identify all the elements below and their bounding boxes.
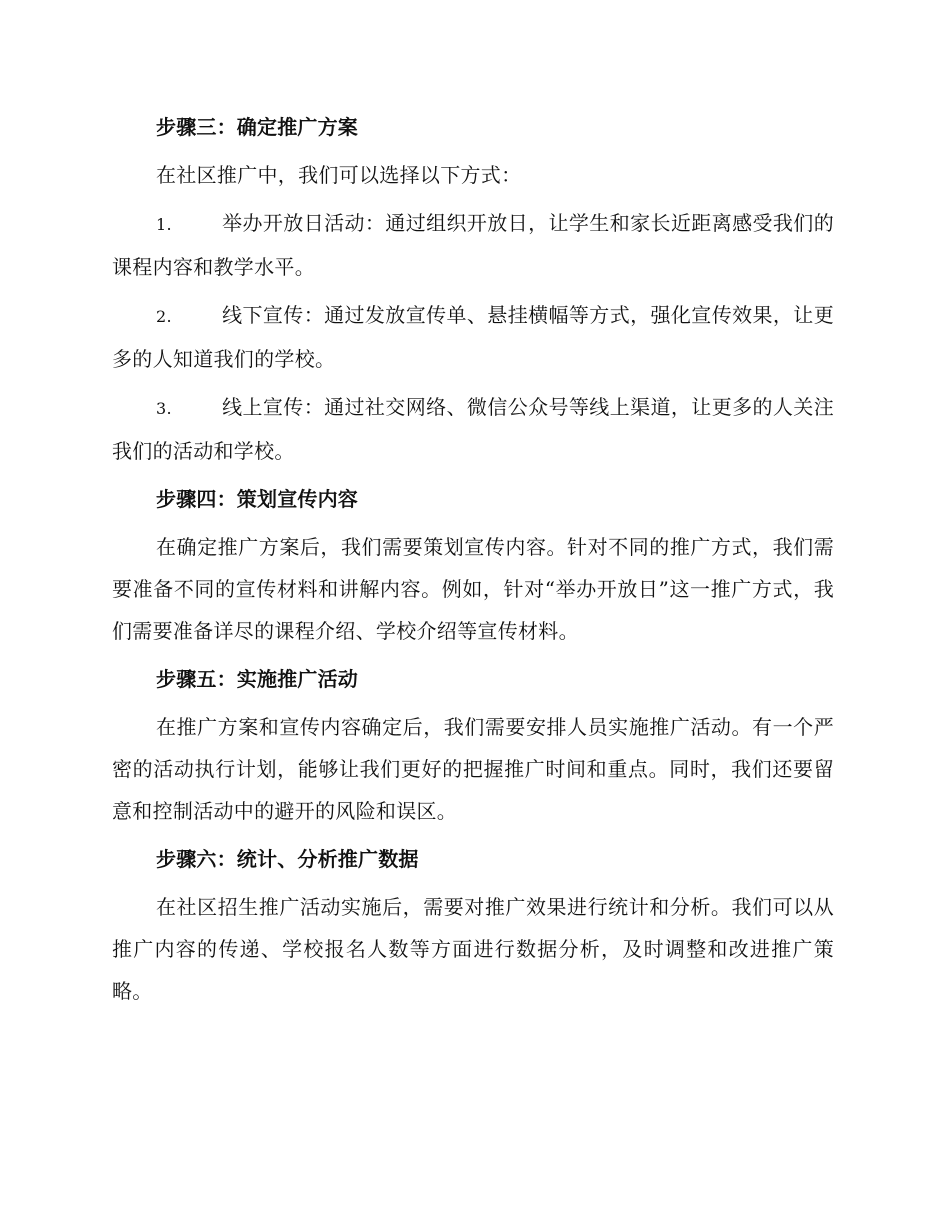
list-item-text: 举办开放日活动：通过组织开放日，让学生和家长近距离感受我们的课程内容和教学水平。: [112, 211, 834, 279]
list-item-number: 3.: [156, 399, 172, 418]
section-body-step4: 在确定推广方案后，我们需要策划宣传内容。针对不同的推广方式，我们需要准备不同的宣传材料和讲解内容。例如，针对“举办开放日”这一推广方式，我们需要准备详尽的课程介绍、学校介绍等宣传材料。: [112, 535, 834, 643]
list-item-3: [112, 386, 834, 472]
document-body: [112, 106, 834, 1018]
list-item-1: [112, 202, 834, 288]
section-body-step5: 在推广方案和宣传内容确定后，我们需要安排人员实施推广活动。有一个严密的活动执行计划，能够让我们更好的把握推广时间和重点。同时，我们还要留意和控制活动中的避开的风险和误区。: [112, 715, 834, 823]
section-intro-step3: 在社区推广中，我们可以选择以下方式：: [156, 163, 522, 187]
section-heading-step5: 步骤五：实施推广活动: [156, 667, 358, 691]
section-body-step6: 在社区招生推广活动实施后，需要对推广效果进行统计和分析。我们可以从推广内容的传递、学校报名人数等方面进行数据分析，及时调整和改进推广策略。: [112, 895, 834, 1003]
list-item-text: 线上宣传：通过社交网络、微信公众号等线上渠道，让更多的人关注我们的活动和学校。: [112, 395, 834, 463]
section-heading-step3: 步骤三：确定推广方案: [156, 115, 358, 139]
list-item-number: 2.: [156, 307, 172, 326]
list-item-number: 1.: [156, 215, 172, 234]
list-item-text: 线下宣传：通过发放宣传单、悬挂横幅等方式，强化宣传效果，让更多的人知道我们的学校。: [112, 303, 834, 371]
section-heading-step6: 步骤六：统计、分析推广数据: [156, 847, 419, 871]
section-heading-step4: 步骤四：策划宣传内容: [156, 487, 358, 511]
list-item-2: [112, 294, 834, 380]
